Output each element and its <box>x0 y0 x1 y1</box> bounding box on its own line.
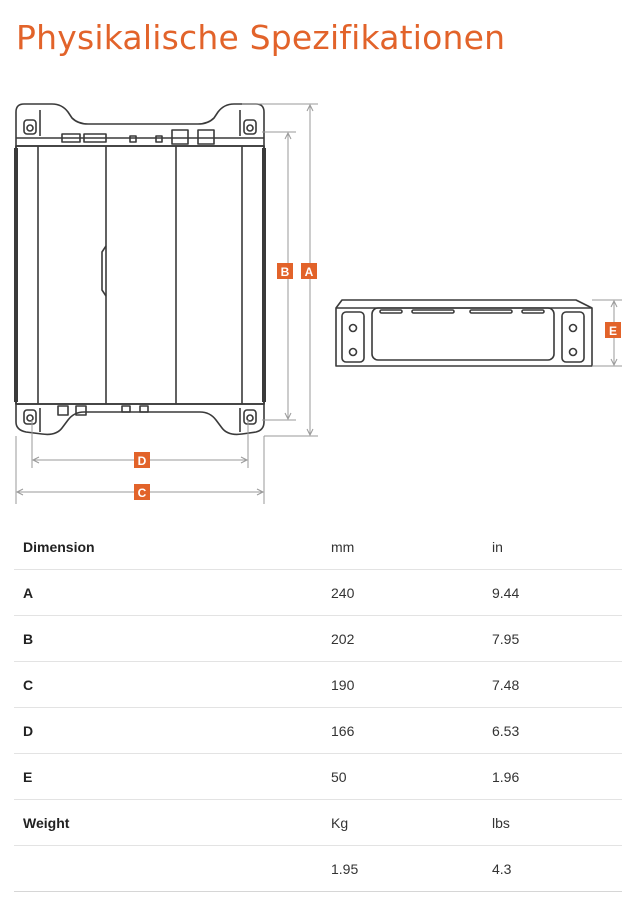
dimensions-table <box>14 524 622 892</box>
table-row <box>14 708 622 754</box>
table-row <box>14 800 622 846</box>
table-cell-label <box>14 846 322 892</box>
table-row <box>14 570 622 616</box>
table-cell-label: A <box>14 570 322 616</box>
table-header-row <box>14 524 622 570</box>
dimension-label-d <box>134 452 150 468</box>
table-cell: 6.53 <box>483 708 622 754</box>
top-view-outline <box>16 104 264 434</box>
table-cell: 240 <box>322 570 483 616</box>
page-title: Physikalische Spezifikationen <box>16 18 506 57</box>
table-cell-label: B <box>14 616 322 662</box>
table-header-cell: mm <box>322 524 483 570</box>
table-row <box>14 754 622 800</box>
table-cell: 50 <box>322 754 483 800</box>
dimension-label-e <box>605 322 621 338</box>
table-cell: 202 <box>322 616 483 662</box>
dimension-label-a <box>301 263 317 279</box>
table-cell: 7.48 <box>483 662 622 708</box>
table-cell: 1.95 <box>322 846 483 892</box>
table-row <box>14 616 622 662</box>
svg-text:E: E <box>608 324 618 338</box>
table-cell-label: Weight <box>14 800 322 846</box>
dimension-label-c <box>134 484 150 500</box>
table-header-cell: in <box>483 524 622 570</box>
table-cell-label: E <box>14 754 322 800</box>
svg-text:A: A <box>304 265 314 279</box>
table-cell: 9.44 <box>483 570 622 616</box>
table-row <box>14 846 622 892</box>
svg-text:C: C <box>137 486 147 500</box>
svg-text:D: D <box>137 454 147 468</box>
table-header-cell: Dimension <box>14 524 322 570</box>
table-cell-label: C <box>14 662 322 708</box>
dimension-diagram <box>0 90 644 510</box>
table-row <box>14 662 622 708</box>
svg-text:B: B <box>280 265 290 279</box>
table-cell: 1.96 <box>483 754 622 800</box>
dimension-drawing <box>0 90 644 510</box>
table-cell: 190 <box>322 662 483 708</box>
table-cell: 7.95 <box>483 616 622 662</box>
table-cell-label: D <box>14 708 322 754</box>
table-cell: 4.3 <box>483 846 622 892</box>
table-cell: lbs <box>483 800 622 846</box>
dimension-label-b <box>277 263 293 279</box>
table-cell: Kg <box>322 800 483 846</box>
table-cell: 166 <box>322 708 483 754</box>
